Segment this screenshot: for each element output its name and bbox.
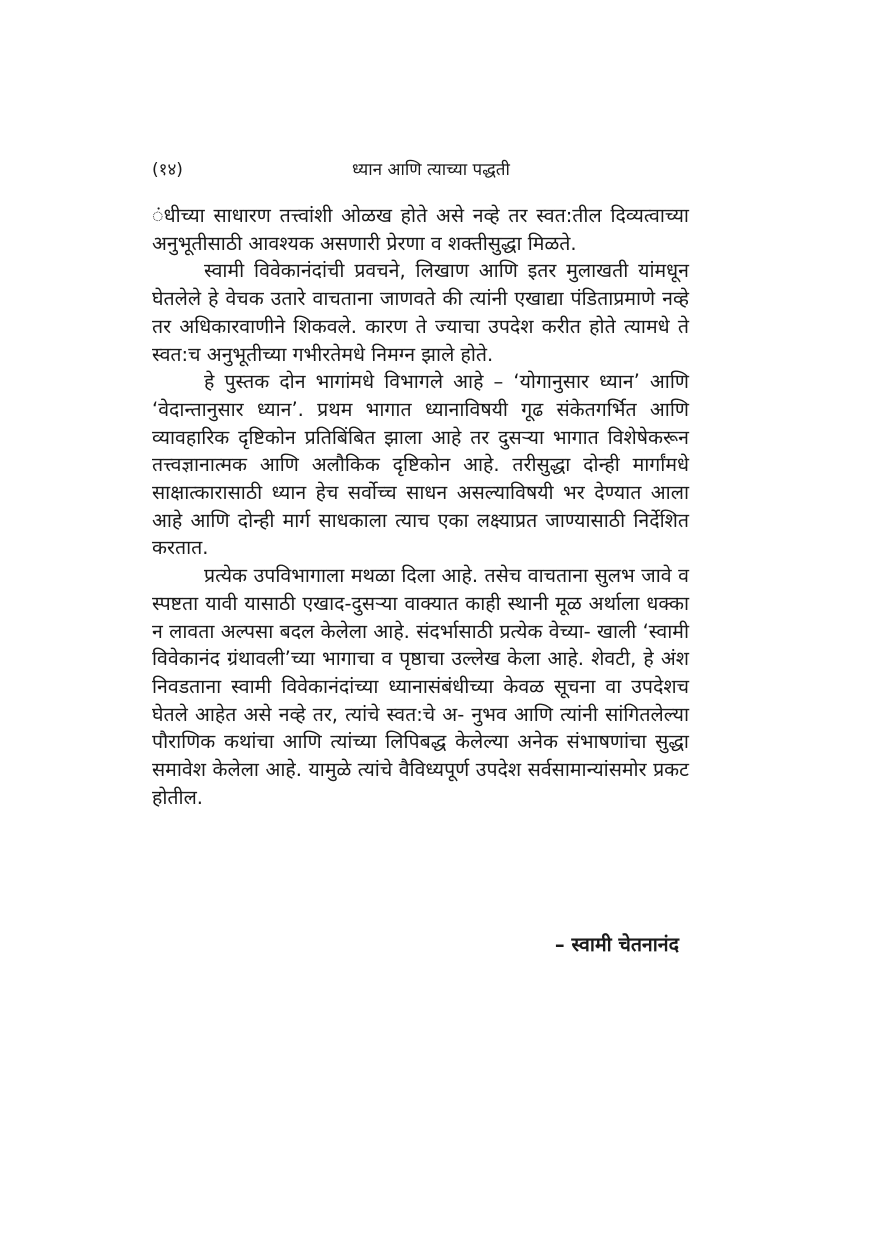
paragraph: हे पुस्तक दोन भागांमधे विभागले आहे – ‘योगानुसार ध्यान’ आणि ‘वेदान्तानुसार ध्यान’. प्रथम भागात ध्यानाविषयी गूढ संकेतगर्भित आणि व्यावहारिक दृष्टिकोन प्रतिबिंबित झाला आहे तर दुसऱ्या भागात विशेषेकरून तत्त्वज्ञानात्मक आणि अलौकिक दृष्टिकोन आहे. तरीसुद्धा दोन्ही मार्गांमधे साक्षात्कारासाठी ध्यान हेच सर्वोच्च साधन असल्याविषयी भर देण्यात आला आहे आणि दोन्ही मार्ग साधकाला त्याच एका लक्ष्याप्रत जाण्यासाठी निर्देशित करतात. [152,370,689,560]
author-signature: – स्वामी चेतनानंद [554,933,679,956]
page-number: (१४) [152,160,183,180]
paragraph: स्वामी विवेकानंदांची प्रवचने, लिखाण आणि इतर मुलाखती यांमधून घेतलेले हे वेचक उतारे वाचताना जाणवते की त्यांनी एखाद्या पंडिताप्रमाणे नव्हे तर अधिकारवाणीने शिकवले. कारण ते ज्याचा उपदेश करीत होते त्यामधे ते स्वत:च अनुभूतीच्या गभीरतेमधे निमग्न झाले होते. [152,259,689,366]
paragraph-continued: ंधीच्या साधारण तत्त्वांशी ओळख होते असे नव्हे तर स्वत:तील दिव्यत्वाच्या अनुभूतीसाठी आवश्यक असणारी प्रेरणा व शक्तीसुद्धा मिळते. [152,204,689,255]
paragraph: प्रत्येक उपविभागाला मथळा दिला आहे. तसेच वाचताना सुलभ जावे व स्पष्टता यावी यासाठी एखाद-दुसऱ्या वाक्यात काही स्थानी मूळ अर्थाला धक्का न लावता अल्पसा बदल केलेला आहे. संदर्भासाठी प्रत्येक वेच्या- खाली ‘स्वामी विवेकानंद ग्रंथावली’च्या भागाचा व पृष्ठाचा उल्लेख केला आहे. शेवटी, हे अंश निवडताना स्वामी विवेकानंदांच्या ध्यानासंबंधीच्या केवळ सूचना वा उपदेशच घेतले आहेत असे नव्हे तर, त्यांचे स्वत:चे अ- नुभव आणि त्यांनी सांगितलेल्या पौराणिक कथांचा आणि त्यांच्या लिपिबद्ध केलेल्या अनेक संभाषणांचा सुद्धा समावेश केलेला आहे. यामुळे त्यांचे वैविध्यपूर्ण उपदेश सर्वसामान्यांसमोर प्रकट होतील. [152,564,689,809]
running-header [152,157,692,183]
running-title: ध्यान आणि त्याच्या पद्धती [352,160,510,180]
body-text [152,202,689,811]
